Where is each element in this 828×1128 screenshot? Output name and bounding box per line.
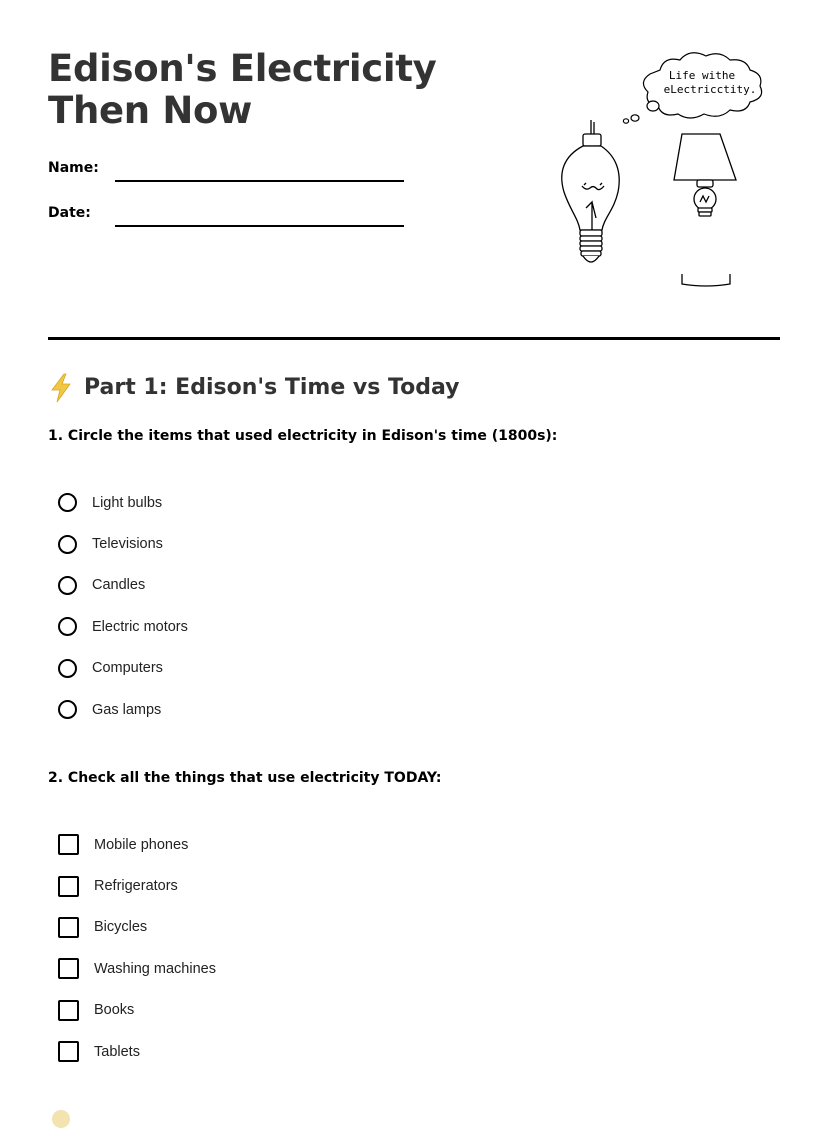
lamp-icon xyxy=(674,134,736,286)
option-label: Washing machines xyxy=(94,960,216,977)
lightbulb-and-lamp-illustration xyxy=(556,52,776,292)
date-label: Date: xyxy=(48,205,91,221)
radio-circle[interactable] xyxy=(58,617,77,636)
section-divider xyxy=(48,337,780,340)
checkbox[interactable] xyxy=(58,1041,79,1062)
option-label: Electric motors xyxy=(92,618,188,635)
checkbox[interactable] xyxy=(58,917,79,938)
next-section-icon xyxy=(52,1110,70,1128)
name-field[interactable] xyxy=(115,180,404,182)
list-item xyxy=(58,907,216,948)
question-2-prompt: 2. Check all the things that use electricity TODAY: xyxy=(48,770,442,786)
checkbox[interactable] xyxy=(58,1000,79,1021)
list-item xyxy=(58,1031,216,1072)
lightbulb-icon xyxy=(562,120,619,262)
question-1-options xyxy=(58,482,188,730)
radio-circle[interactable] xyxy=(58,700,77,719)
option-label: Computers xyxy=(92,660,163,677)
list-item xyxy=(58,990,216,1031)
option-label: Refrigerators xyxy=(94,878,178,895)
list-item xyxy=(58,523,188,564)
thought-bubble-line-2: eLectricctity. xyxy=(663,83,757,96)
list-item xyxy=(58,606,188,647)
radio-circle[interactable] xyxy=(58,659,77,678)
question-2-options xyxy=(58,824,216,1072)
radio-circle[interactable] xyxy=(58,493,77,512)
lightning-bolt-icon xyxy=(48,373,74,403)
option-label: Candles xyxy=(92,577,146,594)
option-label: Mobile phones xyxy=(94,836,189,853)
option-label: Tablets xyxy=(94,1043,140,1060)
option-label: Light bulbs xyxy=(92,494,163,511)
name-label: Name: xyxy=(48,160,99,176)
list-item xyxy=(58,482,188,523)
worksheet-title: Edison's Electricity Then Now xyxy=(48,47,437,132)
option-label: Bicycles xyxy=(94,919,148,936)
checkbox[interactable] xyxy=(58,958,79,979)
list-item xyxy=(58,948,216,989)
part1-heading-text: Part 1: Edison's Time vs Today xyxy=(84,375,460,400)
list-item xyxy=(58,689,188,730)
list-item xyxy=(58,865,216,906)
question-1-prompt: 1. Circle the items that used electricity in Edison's time (1800s): xyxy=(48,428,558,444)
part1-heading xyxy=(48,372,459,404)
list-item xyxy=(58,565,188,606)
thought-bubble-line-1: Life withe xyxy=(668,69,736,82)
checkbox[interactable] xyxy=(58,834,79,855)
radio-circle[interactable] xyxy=(58,535,77,554)
option-label: Televisions xyxy=(92,536,163,553)
radio-circle[interactable] xyxy=(58,576,77,595)
date-field[interactable] xyxy=(115,225,404,227)
option-label: Books xyxy=(94,1002,135,1019)
list-item xyxy=(58,824,216,865)
list-item xyxy=(58,648,188,689)
option-label: Gas lamps xyxy=(92,701,162,718)
checkbox[interactable] xyxy=(58,876,79,897)
